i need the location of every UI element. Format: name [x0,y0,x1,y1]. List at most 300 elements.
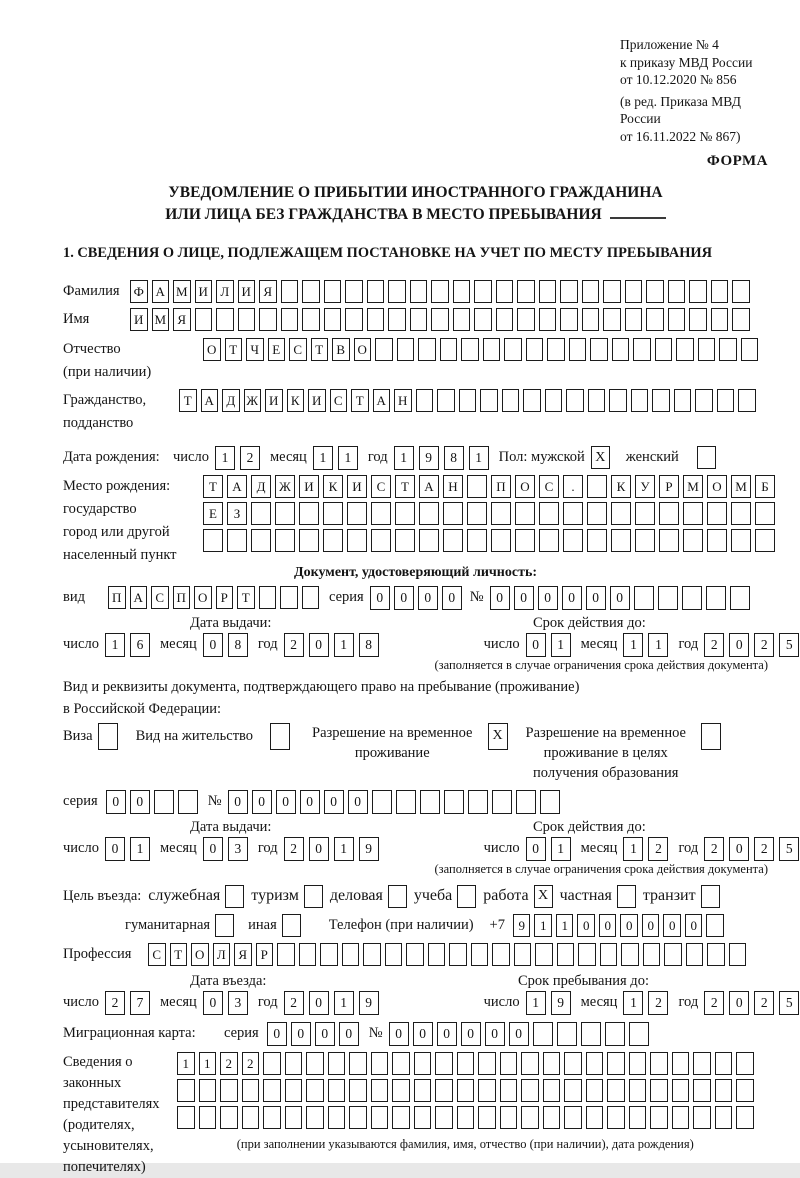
char-box[interactable]: 0 [514,586,534,610]
char-box[interactable]: С [289,338,307,361]
char-box[interactable] [581,1022,601,1046]
char-box[interactable]: П [108,586,126,609]
char-box[interactable] [502,389,520,412]
char-box[interactable] [220,1106,238,1129]
char-box[interactable] [414,1079,432,1102]
char-box[interactable]: 0 [485,1022,505,1046]
char-box[interactable]: 7 [130,991,150,1015]
char-box[interactable]: 2 [220,1052,238,1075]
char-box[interactable] [457,1079,475,1102]
char-box[interactable]: 5 [779,633,799,657]
char-box[interactable] [526,338,544,361]
char-box[interactable]: 0 [252,790,272,814]
char-box[interactable]: А [152,280,170,303]
char-box[interactable]: У [635,475,655,498]
char-box[interactable] [611,529,631,552]
char-box[interactable]: 0 [461,1022,481,1046]
char-box[interactable] [500,1052,518,1075]
char-box[interactable] [521,1106,539,1129]
char-box[interactable] [480,389,498,412]
char-box[interactable] [629,1022,649,1046]
char-box[interactable] [668,280,686,303]
char-box[interactable] [603,280,621,303]
char-box[interactable] [285,1052,303,1075]
purpose-work-checkbox[interactable]: X [534,885,553,908]
char-box[interactable]: 9 [359,837,379,861]
char-box[interactable]: А [201,389,219,412]
char-box[interactable] [449,943,467,966]
char-box[interactable]: С [148,943,166,966]
char-box[interactable] [706,914,724,937]
char-box[interactable] [457,1106,475,1129]
char-box[interactable]: М [731,475,751,498]
char-box[interactable]: Е [268,338,286,361]
purpose-transit-checkbox[interactable] [701,885,720,908]
char-box[interactable]: 0 [309,633,329,657]
char-box[interactable]: 0 [729,633,749,657]
char-box[interactable]: А [419,475,439,498]
char-box[interactable] [461,338,479,361]
char-box[interactable] [682,586,702,610]
char-box[interactable] [521,1079,539,1102]
char-box[interactable] [349,1106,367,1129]
char-box[interactable]: 0 [276,790,296,814]
char-box[interactable]: 2 [284,633,304,657]
char-box[interactable] [543,1079,561,1102]
char-box[interactable] [607,1052,625,1075]
char-box[interactable] [328,1052,346,1075]
char-box[interactable]: К [287,389,305,412]
char-box[interactable] [324,280,342,303]
char-box[interactable]: И [130,308,148,331]
visa-checkbox[interactable] [98,723,118,750]
char-box[interactable] [263,1079,281,1102]
char-box[interactable] [483,338,501,361]
char-box[interactable]: М [152,308,170,331]
char-box[interactable]: 0 [418,586,438,610]
char-box[interactable]: Т [225,338,243,361]
char-box[interactable]: 6 [130,633,150,657]
char-box[interactable] [587,475,607,498]
char-box[interactable] [392,1079,410,1102]
char-box[interactable] [515,529,535,552]
char-box[interactable] [715,1052,733,1075]
char-box[interactable] [521,1052,539,1075]
char-box[interactable] [323,529,343,552]
char-box[interactable] [431,308,449,331]
char-box[interactable] [220,1079,238,1102]
char-box[interactable] [668,308,686,331]
char-box[interactable] [453,280,471,303]
char-box[interactable] [471,943,489,966]
char-box[interactable] [453,308,471,331]
char-box[interactable] [755,529,775,552]
char-box[interactable]: 0 [610,586,630,610]
char-box[interactable]: И [347,475,367,498]
char-box[interactable]: 0 [291,1022,311,1046]
char-box[interactable]: М [173,280,191,303]
char-box[interactable] [392,1106,410,1129]
char-box[interactable]: О [194,586,212,609]
char-box[interactable]: 8 [359,633,379,657]
char-box[interactable]: 0 [685,914,703,937]
edu-residence-checkbox[interactable] [701,723,721,750]
char-box[interactable] [285,1079,303,1102]
char-box[interactable]: 0 [370,586,390,610]
char-box[interactable] [199,1079,217,1102]
char-box[interactable]: Р [659,475,679,498]
char-box[interactable] [683,529,703,552]
char-box[interactable] [492,790,512,814]
char-box[interactable] [655,338,673,361]
char-box[interactable] [302,280,320,303]
char-box[interactable]: И [195,280,213,303]
char-box[interactable] [491,502,511,525]
char-box[interactable]: 0 [599,914,617,937]
char-box[interactable] [388,280,406,303]
char-box[interactable] [715,1106,733,1129]
char-box[interactable]: 0 [442,586,462,610]
char-box[interactable] [698,338,716,361]
char-box[interactable]: 0 [413,1022,433,1046]
char-box[interactable]: Ж [244,389,262,412]
char-box[interactable] [545,389,563,412]
char-box[interactable] [345,308,363,331]
char-box[interactable] [478,1052,496,1075]
char-box[interactable] [650,1079,668,1102]
char-box[interactable]: П [491,475,511,498]
char-box[interactable] [621,943,639,966]
char-box[interactable] [629,1079,647,1102]
char-box[interactable]: 2 [704,991,724,1015]
char-box[interactable]: 0 [309,837,329,861]
purpose-humanitarian-checkbox[interactable] [215,914,234,937]
char-box[interactable] [563,502,583,525]
char-box[interactable]: 0 [729,837,749,861]
char-box[interactable]: А [373,389,391,412]
char-box[interactable] [281,308,299,331]
char-box[interactable] [388,308,406,331]
char-box[interactable] [741,338,759,361]
char-box[interactable] [491,529,511,552]
char-box[interactable] [736,1052,754,1075]
char-box[interactable] [540,790,560,814]
char-box[interactable] [306,1052,324,1075]
char-box[interactable]: 1 [623,991,643,1015]
char-box[interactable]: 0 [562,586,582,610]
char-box[interactable] [560,308,578,331]
char-box[interactable] [251,502,271,525]
purpose-tourism-checkbox[interactable] [304,885,323,908]
char-box[interactable] [263,1052,281,1075]
char-box[interactable] [320,943,338,966]
char-box[interactable] [517,280,535,303]
char-box[interactable]: Т [395,475,415,498]
char-box[interactable]: 1 [334,837,354,861]
char-box[interactable]: 8 [228,633,248,657]
char-box[interactable]: 0 [526,837,546,861]
char-box[interactable]: Т [351,389,369,412]
char-box[interactable]: 0 [577,914,595,937]
char-box[interactable] [299,502,319,525]
char-box[interactable] [419,502,439,525]
char-box[interactable] [543,1106,561,1129]
purpose-other-checkbox[interactable] [282,914,301,937]
char-box[interactable] [672,1079,690,1102]
char-box[interactable]: Е [203,502,223,525]
char-box[interactable]: 0 [203,991,223,1015]
char-box[interactable] [607,1079,625,1102]
char-box[interactable] [299,943,317,966]
char-box[interactable] [587,529,607,552]
char-box[interactable] [736,1079,754,1102]
char-box[interactable] [467,529,487,552]
char-box[interactable] [347,502,367,525]
char-box[interactable] [582,308,600,331]
char-box[interactable] [363,943,381,966]
char-box[interactable] [367,280,385,303]
char-box[interactable]: 0 [642,914,660,937]
char-box[interactable] [299,529,319,552]
char-box[interactable]: 0 [105,837,125,861]
char-box[interactable] [419,529,439,552]
char-box[interactable] [650,1106,668,1129]
char-box[interactable] [625,280,643,303]
char-box[interactable]: 1 [338,446,358,470]
char-box[interactable] [306,1106,324,1129]
char-box[interactable] [707,943,725,966]
char-box[interactable]: О [354,338,372,361]
char-box[interactable]: 0 [339,1022,359,1046]
char-box[interactable]: 1 [556,914,574,937]
char-box[interactable] [674,389,692,412]
char-box[interactable]: 3 [228,837,248,861]
char-box[interactable]: 0 [315,1022,335,1046]
char-box[interactable] [676,338,694,361]
char-box[interactable] [367,308,385,331]
char-box[interactable]: 2 [648,837,668,861]
char-box[interactable]: . [563,475,583,498]
char-box[interactable] [345,280,363,303]
char-box[interactable]: 2 [284,991,304,1015]
char-box[interactable] [515,502,535,525]
char-box[interactable]: 0 [538,586,558,610]
char-box[interactable]: И [299,475,319,498]
char-box[interactable] [371,1052,389,1075]
char-box[interactable] [590,338,608,361]
char-box[interactable] [435,1106,453,1129]
char-box[interactable] [588,389,606,412]
char-box[interactable]: 5 [779,837,799,861]
char-box[interactable] [605,1022,625,1046]
char-box[interactable] [302,308,320,331]
char-box[interactable]: 0 [130,790,150,814]
blank-underline[interactable] [610,217,666,219]
char-box[interactable] [414,1052,432,1075]
char-box[interactable] [242,1106,260,1129]
char-box[interactable] [328,1106,346,1129]
char-box[interactable]: О [707,475,727,498]
char-box[interactable] [371,529,391,552]
char-box[interactable] [650,1052,668,1075]
char-box[interactable] [251,529,271,552]
char-box[interactable] [611,502,631,525]
char-box[interactable] [474,280,492,303]
char-box[interactable] [302,586,320,609]
char-box[interactable]: С [539,475,559,498]
char-box[interactable] [683,502,703,525]
char-box[interactable]: 1 [534,914,552,937]
char-box[interactable] [612,338,630,361]
char-box[interactable] [625,308,643,331]
char-box[interactable]: 0 [106,790,126,814]
char-box[interactable]: О [515,475,535,498]
char-box[interactable]: 2 [704,837,724,861]
char-box[interactable] [406,943,424,966]
char-box[interactable]: 0 [348,790,368,814]
char-box[interactable] [375,338,393,361]
char-box[interactable]: 1 [623,633,643,657]
char-box[interactable]: 0 [490,586,510,610]
char-box[interactable] [306,1079,324,1102]
char-box[interactable]: 0 [324,790,344,814]
char-box[interactable] [539,529,559,552]
char-box[interactable]: О [191,943,209,966]
char-box[interactable] [633,338,651,361]
char-box[interactable]: С [151,586,169,609]
char-box[interactable] [263,1106,281,1129]
purpose-commercial-checkbox[interactable] [388,885,407,908]
char-box[interactable]: 1 [551,633,571,657]
char-box[interactable] [569,338,587,361]
char-box[interactable]: Р [216,586,234,609]
char-box[interactable]: 1 [623,837,643,861]
char-box[interactable] [178,790,198,814]
char-box[interactable] [349,1052,367,1075]
char-box[interactable] [564,1079,582,1102]
char-box[interactable] [631,389,649,412]
char-box[interactable] [242,1079,260,1102]
char-box[interactable] [557,1022,577,1046]
char-box[interactable] [646,280,664,303]
char-box[interactable]: 3 [228,991,248,1015]
char-box[interactable]: Т [170,943,188,966]
char-box[interactable] [600,943,618,966]
char-box[interactable] [496,280,514,303]
char-box[interactable] [635,529,655,552]
char-box[interactable] [731,529,751,552]
char-box[interactable]: 9 [551,991,571,1015]
char-box[interactable] [539,308,557,331]
char-box[interactable] [280,586,298,609]
char-box[interactable] [397,338,415,361]
char-box[interactable]: 1 [199,1052,217,1075]
char-box[interactable] [468,790,488,814]
char-box[interactable] [154,790,174,814]
char-box[interactable] [478,1079,496,1102]
char-box[interactable] [563,529,583,552]
char-box[interactable] [560,280,578,303]
char-box[interactable] [711,280,729,303]
char-box[interactable] [467,475,487,498]
char-box[interactable] [711,308,729,331]
char-box[interactable]: 0 [526,633,546,657]
char-box[interactable] [324,308,342,331]
char-box[interactable]: К [323,475,343,498]
char-box[interactable] [275,529,295,552]
char-box[interactable]: А [130,586,148,609]
char-box[interactable]: 1 [215,446,235,470]
char-box[interactable] [634,586,654,610]
char-box[interactable] [195,308,213,331]
char-box[interactable] [177,1079,195,1102]
char-box[interactable] [199,1106,217,1129]
char-box[interactable]: Ж [275,475,295,498]
char-box[interactable] [504,338,522,361]
char-box[interactable]: 0 [437,1022,457,1046]
char-box[interactable]: Л [216,280,234,303]
char-box[interactable] [396,790,416,814]
char-box[interactable]: 0 [394,586,414,610]
char-box[interactable] [275,502,295,525]
char-box[interactable]: 2 [754,991,774,1015]
char-box[interactable] [281,280,299,303]
char-box[interactable]: 1 [551,837,571,861]
char-box[interactable]: 1 [526,991,546,1015]
char-box[interactable] [693,1052,711,1075]
char-box[interactable] [496,308,514,331]
char-box[interactable]: 2 [754,837,774,861]
char-box[interactable]: 1 [469,446,489,470]
char-box[interactable] [457,1052,475,1075]
char-box[interactable] [517,308,535,331]
char-box[interactable] [372,790,392,814]
char-box[interactable] [652,389,670,412]
char-box[interactable]: 1 [313,446,333,470]
char-box[interactable] [729,943,747,966]
char-box[interactable] [418,338,436,361]
purpose-private-checkbox[interactable] [617,885,636,908]
char-box[interactable] [539,502,559,525]
char-box[interactable] [707,502,727,525]
char-box[interactable] [259,308,277,331]
char-box[interactable] [659,529,679,552]
char-box[interactable] [695,389,713,412]
purpose-study-checkbox[interactable] [457,885,476,908]
char-box[interactable]: Т [311,338,329,361]
char-box[interactable] [414,1106,432,1129]
char-box[interactable]: 0 [509,1022,529,1046]
char-box[interactable] [539,280,557,303]
char-box[interactable]: В [332,338,350,361]
char-box[interactable] [731,502,751,525]
char-box[interactable] [582,280,600,303]
char-box[interactable] [543,1052,561,1075]
char-box[interactable]: Я [234,943,252,966]
sex-female-checkbox[interactable] [697,446,716,469]
purpose-business-checkbox[interactable] [225,885,244,908]
char-box[interactable] [672,1106,690,1129]
char-box[interactable] [693,1106,711,1129]
char-box[interactable] [715,1079,733,1102]
char-box[interactable] [689,280,707,303]
char-box[interactable]: М [683,475,703,498]
char-box[interactable]: 0 [663,914,681,937]
char-box[interactable] [216,308,234,331]
char-box[interactable] [347,529,367,552]
char-box[interactable] [492,943,510,966]
char-box[interactable]: 0 [586,586,606,610]
